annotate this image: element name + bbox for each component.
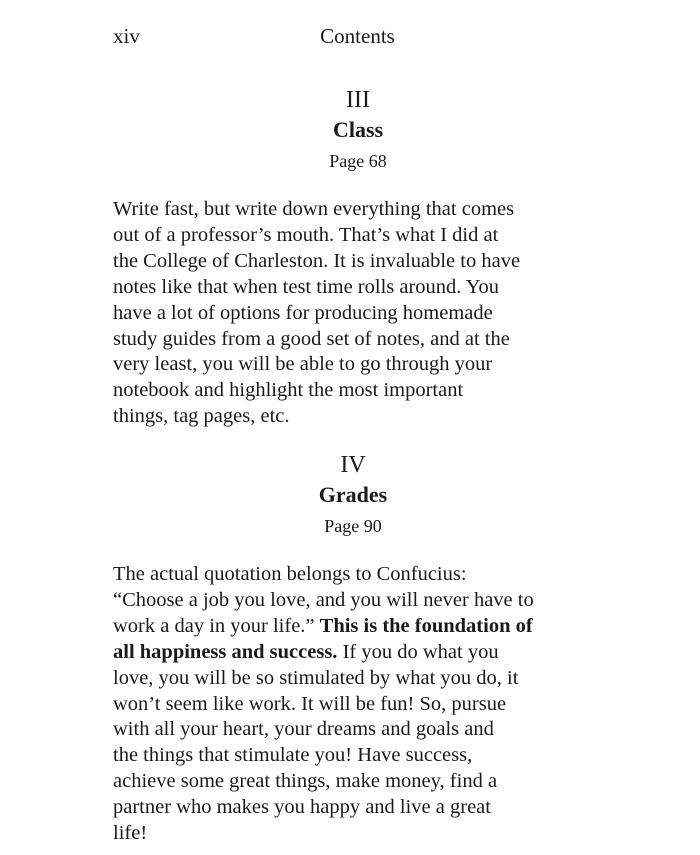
text-line bbox=[113, 614, 598, 640]
text-line: study guides from a good set of notes, and at the bbox=[113, 327, 510, 350]
chapter-page-reference: Page 90 bbox=[324, 516, 382, 536]
text-line: notes like that when test time rolls around. You bbox=[113, 275, 500, 298]
text-line: won’t seem like work. It will be fun! So, pursue bbox=[113, 692, 507, 715]
chapter-summary-iv bbox=[113, 562, 598, 847]
chapter-heading-iii bbox=[8, 86, 700, 173]
chapter-title: Grades bbox=[318, 482, 388, 507]
chapter-page-reference: Page 68 bbox=[329, 151, 387, 171]
text-line: very least, you will be able to go through your bbox=[113, 353, 493, 376]
text-line: achieve some great things, make money, find a bbox=[113, 770, 498, 793]
text-line: with all your heart, your dreams and goals and bbox=[113, 718, 494, 741]
text-line: life! bbox=[113, 822, 148, 845]
text-line bbox=[113, 640, 598, 666]
text-line: have a lot of options for producing homemade bbox=[113, 301, 493, 324]
text-line: Write fast, but write down everything that comes bbox=[113, 198, 515, 220]
text-line: The actual quotation belongs to Confucius: bbox=[113, 563, 467, 585]
text-line: out of a professor’s mouth. That’s what I did at bbox=[113, 223, 499, 246]
quote-end-text: work a day in your life.” bbox=[113, 614, 320, 637]
chapter-heading-iv bbox=[3, 451, 700, 538]
text-line: things, tag pages, etc. bbox=[113, 405, 290, 428]
text-line: “Choose a job you love, and you will never have to bbox=[113, 588, 534, 611]
running-head bbox=[0, 24, 700, 52]
running-title: Contents bbox=[320, 24, 395, 48]
text-line: partner who makes you happy and live a great bbox=[113, 796, 491, 819]
text-line: notebook and highlight the most important bbox=[113, 379, 464, 402]
chapter-numeral: III bbox=[346, 87, 370, 113]
text-line: love, you will be so stimulated by what you do, it bbox=[113, 666, 519, 689]
text-fragment: If you do what you bbox=[337, 640, 499, 663]
chapter-title: Class bbox=[332, 117, 384, 142]
page-number: xiv bbox=[113, 24, 140, 48]
text-line: the things that stimulate you! Have success, bbox=[113, 744, 473, 767]
emphasis-text: all happiness and success. bbox=[113, 640, 338, 663]
emphasis-text: This is the foundation of bbox=[319, 614, 533, 637]
text-line: the College of Charleston. It is invaluable to have bbox=[113, 249, 521, 272]
chapter-summary-iii bbox=[113, 197, 598, 430]
chapter-numeral: IV bbox=[340, 452, 366, 478]
